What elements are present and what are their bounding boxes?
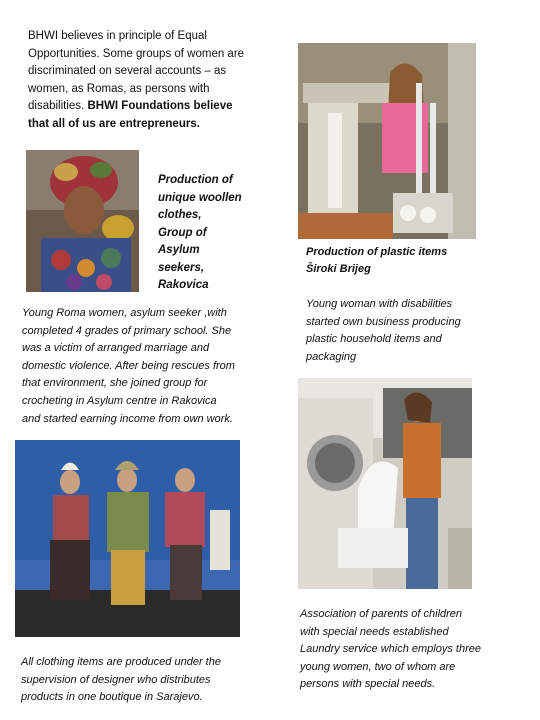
caption-line: Production of plastic items (306, 246, 448, 258)
caption-line: Association of parents of children (300, 608, 463, 620)
story-line: completed 4 grades of primary school. She (22, 324, 232, 337)
caption-line: young women, two of whom are (300, 660, 456, 673)
intro-line: Opportunities. Some groups of women are (28, 47, 245, 60)
intro-line-bold: that all of us are entrepreneurs. (28, 117, 200, 130)
story-line: started own business producing (306, 315, 461, 328)
plastic-caption (306, 244, 506, 278)
caption-line: products in one boutique in Sarajevo. (21, 691, 203, 703)
intro-text (28, 28, 268, 133)
story-line: crocheting in Asylum centre in Rakovica (22, 394, 217, 407)
story-line: domestic violence. After being rescues from (22, 359, 235, 372)
caption-line: persons with special needs. (300, 678, 436, 690)
caption-line: Rakovica (158, 279, 209, 291)
story-line: Young Roma women, asylum seeker ,with (22, 307, 227, 319)
photo-clothing-models (15, 440, 240, 637)
woollen-story (22, 305, 272, 428)
story-line: and started earning income from own work. (22, 412, 233, 425)
intro-line-part: disabilities. (28, 100, 85, 112)
caption-line: clothes, (158, 209, 202, 221)
story-line: packaging (306, 350, 357, 363)
caption-line: Group of (158, 226, 207, 239)
caption-line: Široki Brijeg (306, 263, 371, 275)
plastic-story (306, 296, 516, 366)
photo-laundry-service (298, 378, 472, 589)
woollen-caption (158, 172, 268, 295)
caption-line: Laundry service which employs three (300, 643, 481, 655)
caption-line: Production of (158, 174, 233, 186)
laundry-caption (300, 606, 520, 694)
caption-line: seekers, (158, 261, 205, 274)
caption-line: supervision of designer who distributes (21, 673, 211, 686)
intro-line-bold: BHWI Foundations believe (87, 100, 233, 112)
intro-line: women, as Romas, as persons with (28, 82, 210, 95)
story-line: Young woman with disabilities (306, 298, 453, 310)
photo-plastic-production (298, 43, 476, 239)
caption-line: unique woollen (158, 191, 242, 204)
story-line: plastic household items and (306, 333, 442, 345)
clothing-caption (21, 654, 251, 707)
intro-line: BHWI believes in principle of Equal (28, 30, 207, 42)
caption-line: with special needs established (300, 625, 449, 638)
story-line: that environment, she joined group for (22, 377, 208, 390)
intro-line: discriminated on several accounts – as (28, 65, 227, 77)
photo-woollen-clothes (26, 150, 139, 292)
story-line: was a victim of arranged marriage and (22, 342, 210, 355)
intro-line (28, 98, 268, 116)
caption-line: Asylum (158, 244, 200, 256)
caption-line: All clothing items are produced under the (21, 656, 221, 668)
